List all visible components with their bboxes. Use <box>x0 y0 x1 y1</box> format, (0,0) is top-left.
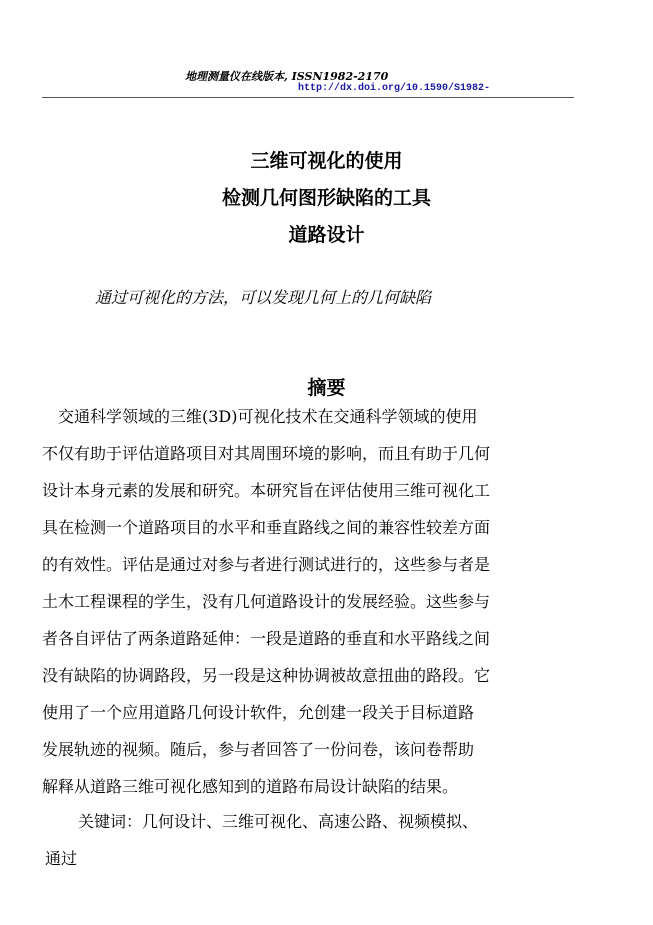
abstract-line: 者各自评估了两条道路延伸：一段是道路的垂直和水平路线之间 <box>42 629 491 648</box>
abstract-line: 解释从道路三维可视化感知到的道路布局设计缺陷的结果。 <box>42 777 459 796</box>
abstract-line: 发展轨迹的视频。随后，参与者回答了一份问卷，该问卷帮助 <box>42 740 475 759</box>
doi-link[interactable]: http://dx.doi.org/10.1590/S1982- <box>298 83 491 94</box>
abstract-line: 设计本身元素的发展和研究。本研究旨在评估使用三维可视化工 <box>42 481 491 500</box>
title-line-1: 三维可视化的使用 <box>250 150 403 172</box>
abstract-heading: 摘要 <box>307 377 346 399</box>
abstract-line: 交通科学领域的三维(3D)可视化技术在交通科学领域的使用 <box>42 407 478 426</box>
abstract-line: 具在检测一个道路项目的水平和垂直路线之间的兼容性较差方面 <box>42 518 491 537</box>
abstract-line: 的有效性。评估是通过对参与者进行测试进行的，这些参与者是 <box>42 555 491 574</box>
abstract-line: 使用了一个应用道路几何设计软件，允创建一段关于目标道路 <box>42 703 475 722</box>
subtitle: 通过可视化的方法，可以发现几何上的几何缺陷 <box>95 288 432 307</box>
abstract-line: 土木工程课程的学生，没有几何道路设计的发展经验。这些参与 <box>42 592 491 611</box>
title-line-3: 道路设计 <box>288 224 365 246</box>
keywords-line-1: 关键词：几何设计、三维可视化、高速公路、视频模拟、 <box>62 812 479 831</box>
journal-name: 地理测量仪在线版本, ISSN1982-2170 <box>185 70 389 83</box>
abstract-line: 不仅有助于评估道路项目对其周围环境的影响，而且有助于几何 <box>42 444 491 463</box>
title-line-2: 检测几何图形缺陷的工具 <box>221 187 431 209</box>
abstract-line: 没有缺陷的协调路段，另一段是这种协调被故意扭曲的路段。它 <box>42 666 491 685</box>
keywords-line-2: 通过 <box>45 849 78 868</box>
header-divider <box>42 97 574 98</box>
